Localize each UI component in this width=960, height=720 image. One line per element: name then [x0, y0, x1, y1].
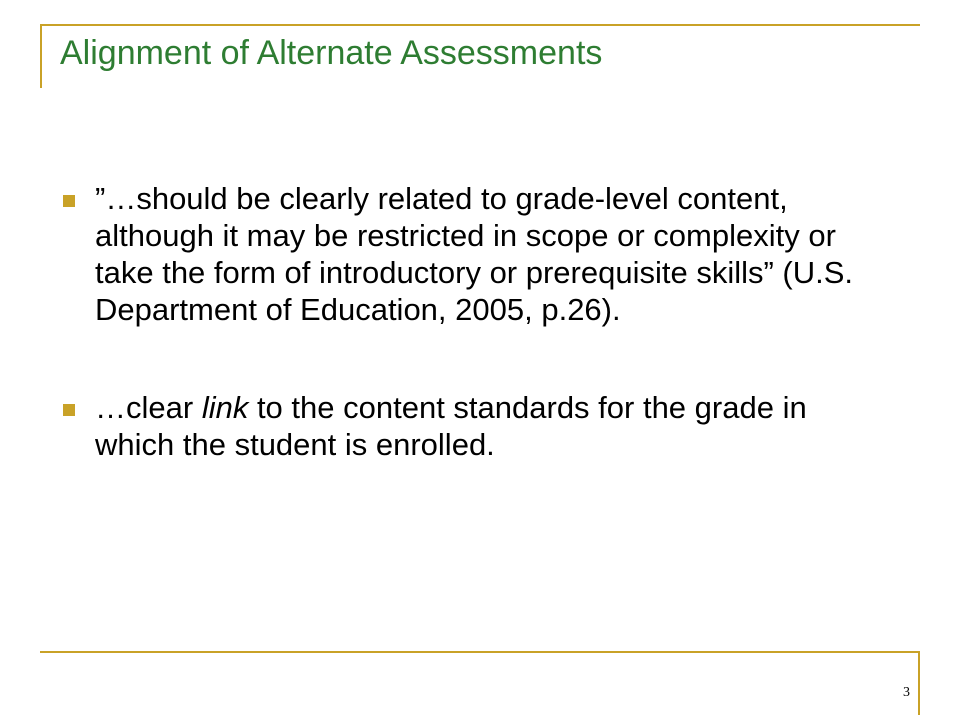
- bullet-text-start: …clear: [95, 390, 202, 425]
- bullet-list: [60, 180, 860, 463]
- square-bullet-icon: [63, 404, 75, 416]
- bullet-item-quote: [60, 180, 860, 328]
- page-number: 3: [903, 685, 910, 700]
- emphasized-word: link: [201, 390, 249, 425]
- bottom-border-line: [40, 651, 920, 653]
- bullet-text-end: to the content standards for the grade in which the student is enrolled.: [95, 390, 807, 462]
- right-border-line: [918, 651, 920, 715]
- slide-title: Alignment of Alternate Assessments: [60, 34, 603, 72]
- bullet-text: ”…should be clearly related to grade-level content, although it may be restricted in scope or complexity or take the form of introductory or prerequisite skills” (U.S. Department of Education, 2005, p.26).: [95, 181, 854, 327]
- square-bullet-icon: [63, 195, 75, 207]
- top-border-line: [40, 24, 920, 26]
- bullet-item-link: [60, 389, 860, 463]
- left-border-line: [40, 24, 42, 88]
